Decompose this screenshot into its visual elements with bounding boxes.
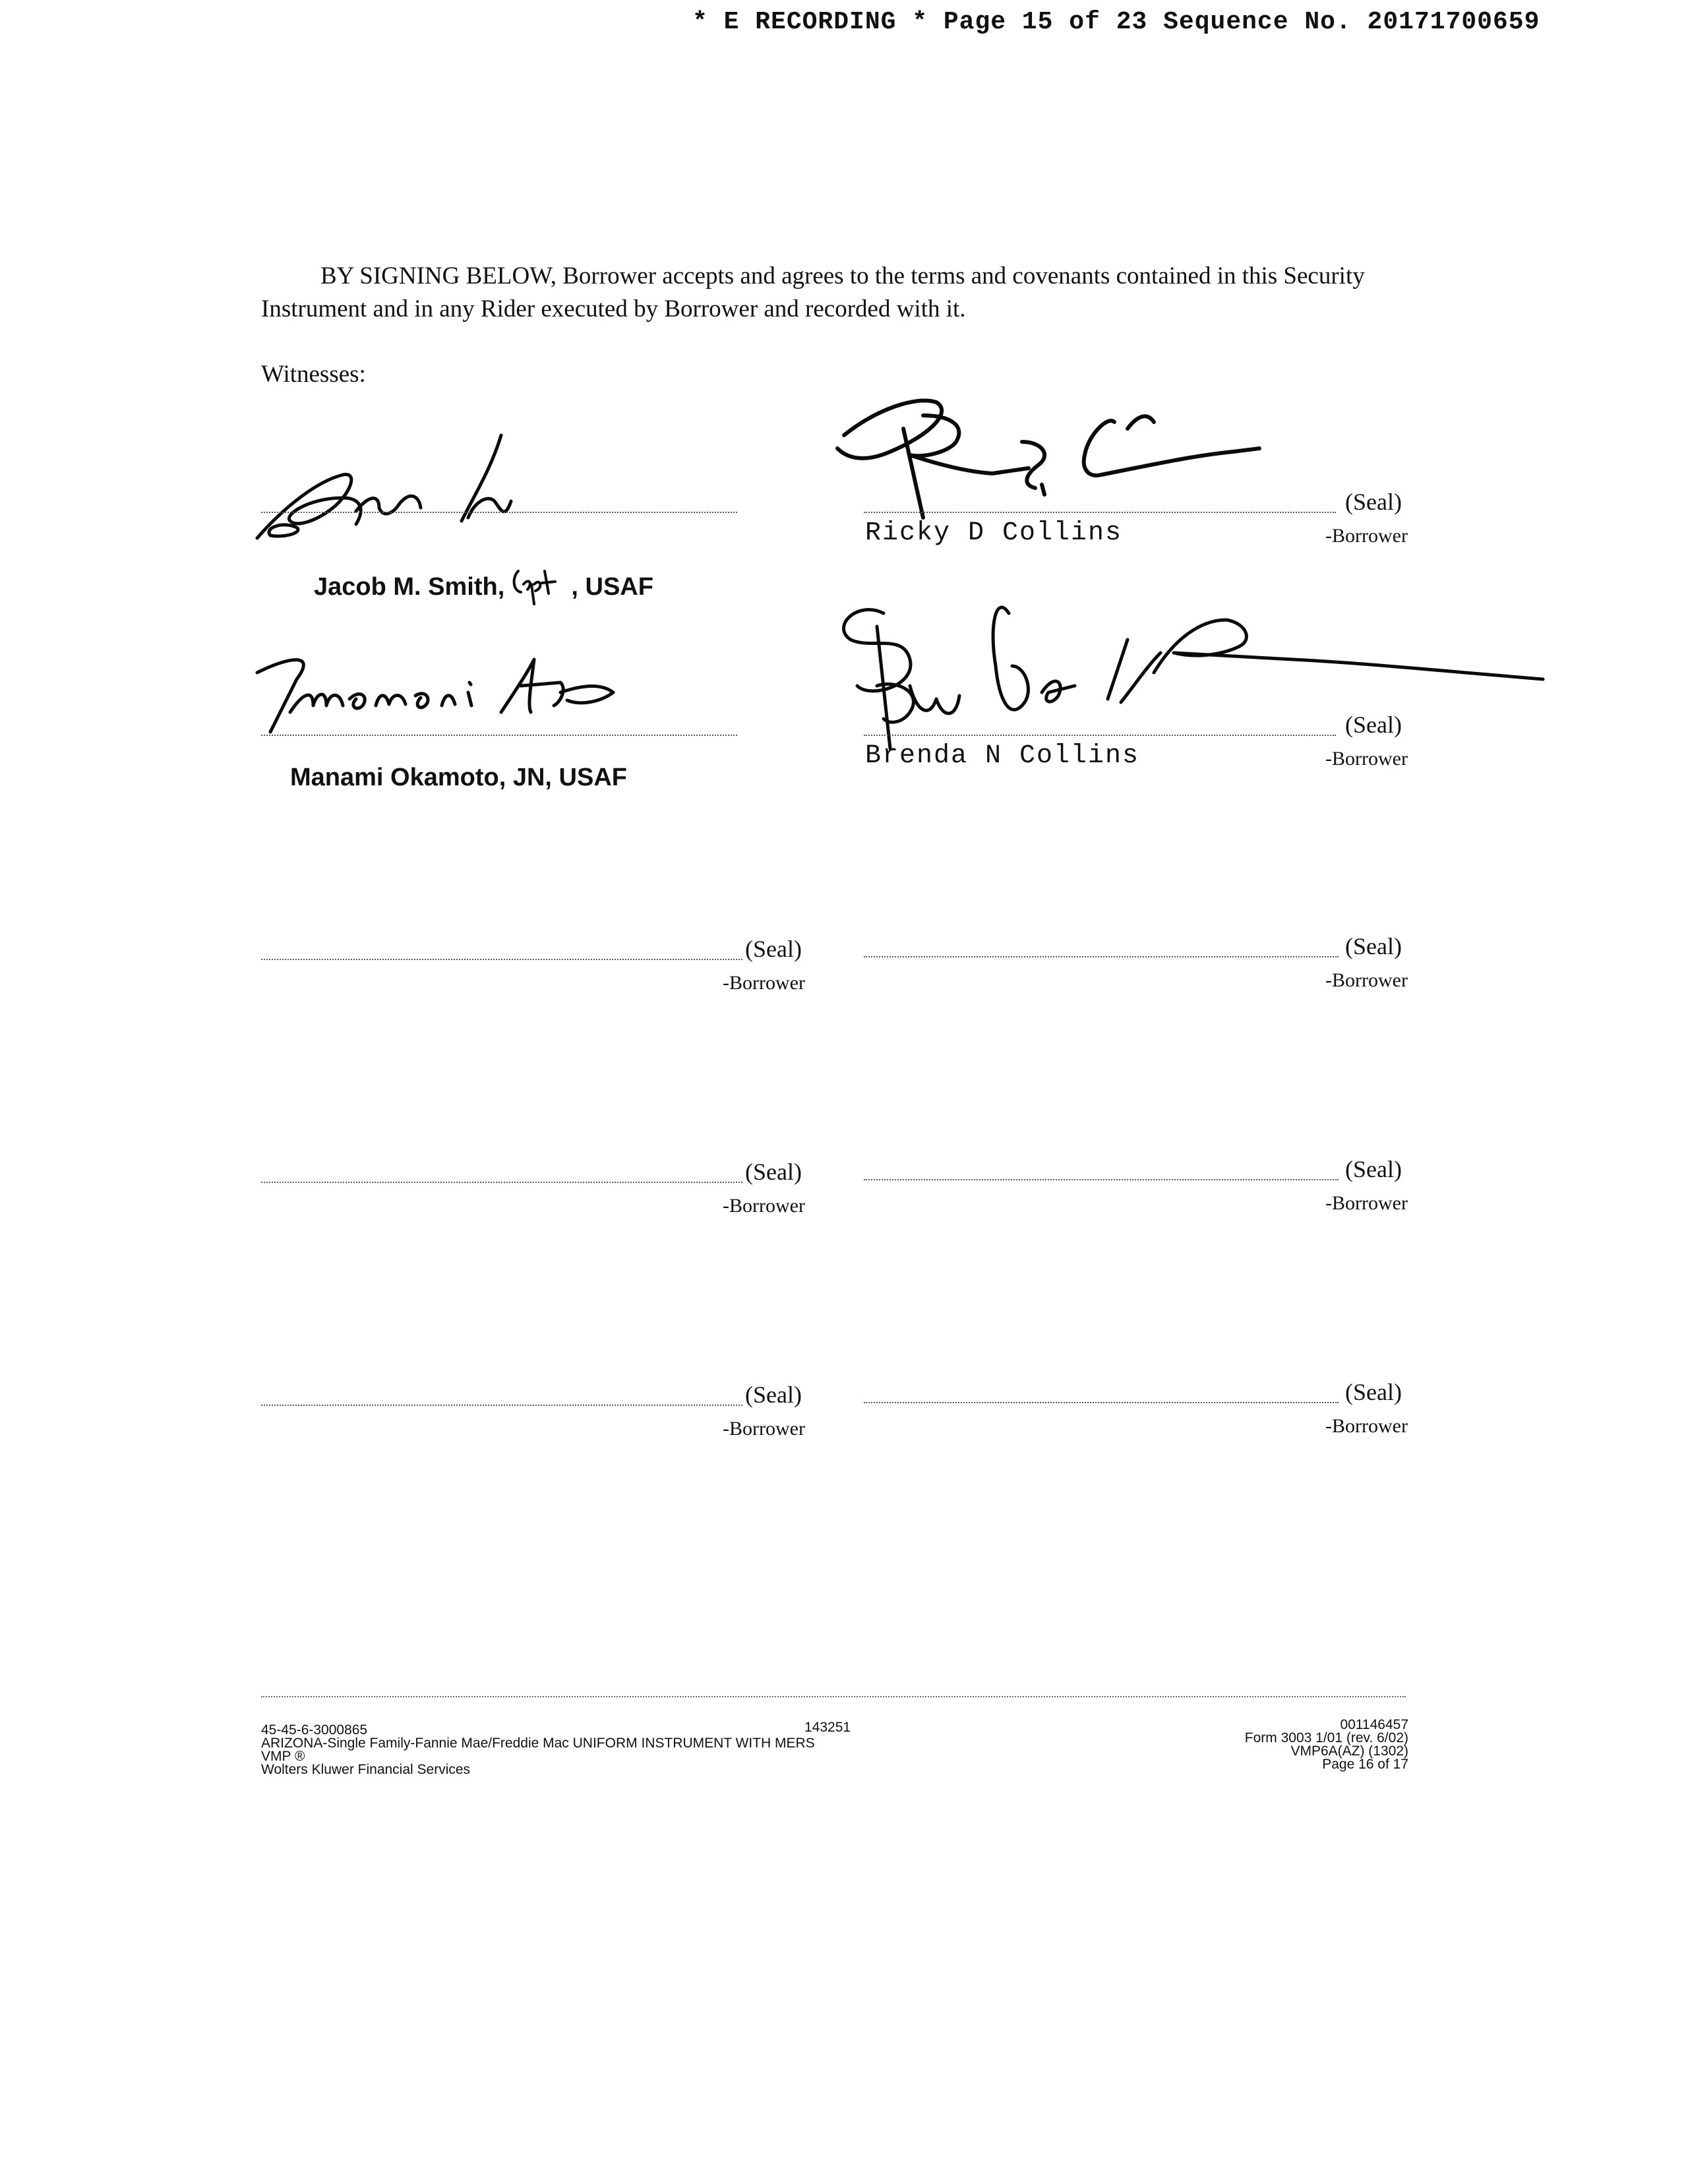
blank-block-4-role: -Borrower [1325,1192,1408,1214]
blank-block-3-seal: (Seal) [745,1159,802,1185]
blank-block-1-seal: (Seal) [745,936,802,962]
blank-block-1-signature-line [261,959,742,960]
borrower-1-typed-name: Ricky D Collins [865,518,1123,548]
borrower-1-seal: (Seal) [1345,489,1402,515]
witness-2-name: Manami Okamoto, JN, USAF [290,764,627,791]
blank-block-3-role: -Borrower [723,1195,805,1217]
blank-block-5-role: -Borrower [723,1418,805,1440]
borrower-2-seal: (Seal) [1345,712,1402,738]
footer-page-number: Page 16 of 17 [1322,1757,1408,1772]
footer-publisher: Wolters Kluwer Financial Services [261,1762,471,1777]
recording-stamp: * E RECORDING * Page 15 of 23 Sequence No. 20171700659 [692,8,1540,36]
blank-block-5-seal: (Seal) [745,1381,802,1408]
borrower-2-role: -Borrower [1325,748,1408,770]
footer-loan-number: 45-45-6-3000865 [261,1722,368,1738]
witness-2-signature-line [261,735,737,736]
witness-1-name [314,564,653,604]
blank-block-5-signature-line [261,1405,742,1406]
blank-block-6-signature-line [864,1402,1339,1403]
blank-block-2-signature-line [864,956,1339,957]
blank-block-4-signature-line [864,1179,1339,1180]
borrower-2-typed-name: Brenda N Collins [865,741,1140,771]
footer-vmp-code: VMP6A(AZ) (1302) [1290,1744,1408,1759]
footer-form-title: ARIZONA-Single Family-Fannie Mae/Freddie Mac UNIFORM INSTRUMENT WITH MERS [261,1736,815,1751]
borrower-2-signature [831,587,1543,752]
footer-center-code: 143251 [804,1720,851,1735]
blank-block-3-signature-line [261,1182,742,1183]
witness-1-name-suffix: , USAF [571,573,653,601]
blank-block-6-role: -Borrower [1325,1415,1408,1437]
witness-1-signature [244,422,560,554]
blank-block-6-seal: (Seal) [1345,1379,1402,1405]
witness-1-rank-handwriting [512,564,564,604]
witness-1-name-typed: Jacob M. Smith, [314,573,505,601]
footer-vmp: VMP ® [261,1749,305,1764]
footer-form-number: Form 3003 1/01 (rev. 6/02) [1244,1730,1408,1745]
borrower-1-signature-line [864,512,1336,513]
signing-statement: BY SIGNING BELOW, Borrower accepts and agrees to the terms and covenants contained in this Security Instrument and in any Rider executed by Borrower and recorded with it. [261,262,1365,322]
borrower-1-signature [824,389,1273,521]
blank-block-1-role: -Borrower [723,972,805,994]
footer-document-id: 001146457 [1340,1717,1408,1732]
footer-rule [261,1696,1406,1697]
witness-2-signature [251,653,620,739]
witness-1-signature-line [261,512,737,513]
blank-block-2-role: -Borrower [1325,969,1408,991]
witnesses-label: Witnesses: [261,361,366,388]
borrower-1-role: -Borrower [1325,525,1408,547]
borrower-2-signature-line [864,735,1336,736]
blank-block-4-seal: (Seal) [1345,1156,1402,1182]
blank-block-2-seal: (Seal) [1345,933,1402,959]
